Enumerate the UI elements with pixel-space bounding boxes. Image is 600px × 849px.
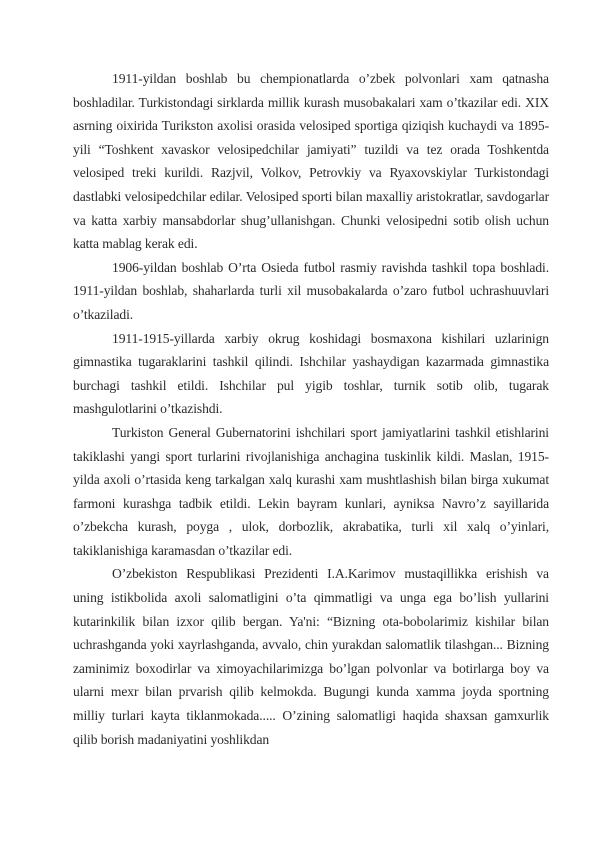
paragraph-3: 1911-1915-yillarda xarbiy okrug koshidagi bosmaxona kishilari uzlarinign gimnastika tugaraklarini tashkil qilindi. Ishchilar yashaydigan kazarmada gimnastika burchagi tashkil etildi. Ishchilar pul yigib toshlar, turnik sotib olib, tugarak mashgulotlarini o’tkazishdi. xyxy=(73,330,549,417)
paragraph-2: 1906-yildan boshlab O’rta Osieda futbol rasmiy ravishda tashkil topa boshladi. 1911-yildan boshlab, shaharlarda turli xil musobakalarda o’zaro futbol uchrashuuvlari o’tkaziladi. xyxy=(73,259,549,322)
paragraph-5: O’zbekiston Respublikasi Prezidenti I.A.Karimov mustaqillikka erishish va uning istikbolida axoli salomatligini o’ta qimmatligi va unga ega bo’lish yullarini kutarinkilik bilan izxor qilib bergan. Ya'ni: “Bizning ota-bobolarimiz kishilar bilan uchrashganda yoki xayrlashganda, avvalo, chin yurakdan salomatlik tilashgan... Bizning zaminimiz boxodirlar va ximoyachilarimizga bo’lgan polvonlar va botirlarga boy va ularni mexr bilan prvarish qilib kelmokda. Bugungi kunda xamma joyda sportning milliy turlari kayta tiklanmokada..... O’zining salomatligi haqida shaxsan gamxurlik qilib borish madaniyatini yoshlikdan xyxy=(73,566,549,747)
document-body xyxy=(73,67,549,751)
paragraph-4: Turkiston General Gubernatorini ishchilari sport jamiyatlarini tashkil etishlarini takiklashi yangi sport turlarini rivojlanishiga anchagina tuskinlik kildi. Maslan, 1915-yilda axoli o’rtasida keng tarkalgan xalq kurashi xam mushtlashish bilan birga xukumat farmoni kurashga tadbik etildi. Lekin bayram kunlari, ayniksa Navro’z sayillarida o’zbekcha kurash, poyga , ulok, dorbozlik, akrabatika, turli xil xalq o’yinlari, takiklanishiga karamasdan o’tkazilar edi. xyxy=(73,424,549,558)
paragraph-1: 1911-yildan boshlab bu chempionatlarda o’zbek polvonlari xam qatnasha boshladilar. Turkistondagi sirklarda millik kurash musobakalari xam o’tkazilar edi. XIX asrning oixirida Turikston axolisi orasida velosiped sportiga qiziqish kuchaydi va 1895-yili “Toshkent xavaskor velosipedchilar jamiyati” tuzildi va tez orada Toshkentda velosiped treki kurildi. Razjvil, Volkov, Petrovkiy va Ryaxovskiylar Turkistondagi dastlabki velosipedchilar edilar. Velosiped sporti bilan maxalliy aristokratlar, savdogarlar va katta xarbiy mansabdorlar shug’ullanishgan. Chunki velosipedni sotib olish uchun katta mablag kerak edi. xyxy=(73,71,549,252)
